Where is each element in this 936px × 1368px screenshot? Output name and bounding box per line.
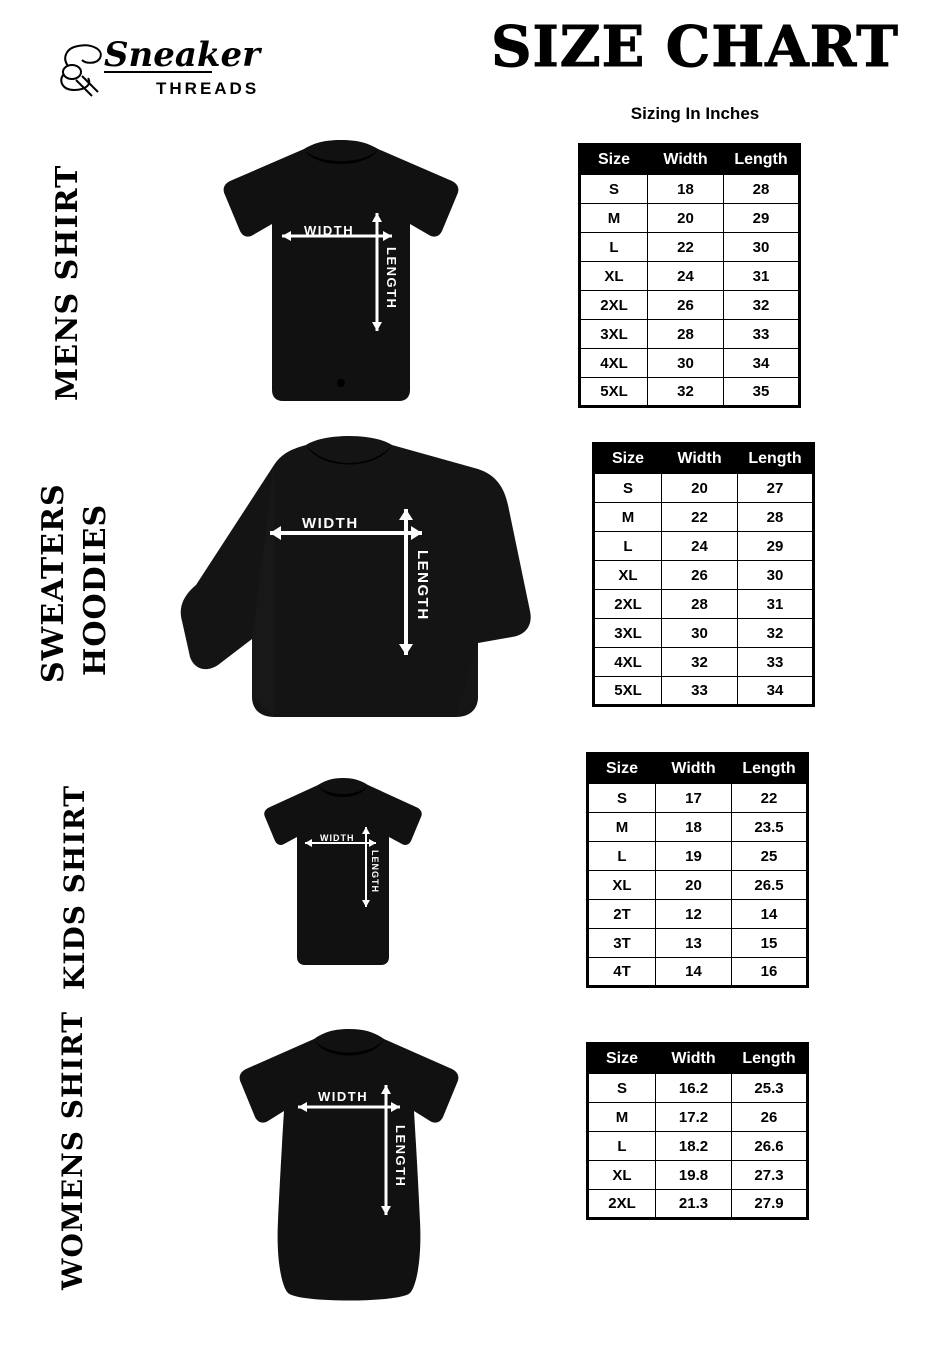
cell-length: 27.3 [732, 1161, 808, 1190]
cell-length: 14 [732, 900, 808, 929]
cell-width: 22 [648, 233, 724, 262]
cell-length: 22 [732, 784, 808, 813]
cell-width: 17 [656, 784, 732, 813]
column-header-width: Width [656, 754, 732, 784]
cell-size: XL [588, 871, 656, 900]
cell-width: 17.2 [656, 1103, 732, 1132]
column-header-length: Length [732, 754, 808, 784]
mens-width-label: WIDTH [304, 223, 355, 238]
mens-length-label: LENGTH [384, 247, 399, 310]
logo-text-primary: Sneaker [104, 35, 261, 75]
table-row [588, 842, 808, 871]
table-row [580, 378, 800, 407]
cell-size: 3XL [594, 619, 662, 648]
column-header-length: Length [732, 1044, 808, 1074]
cell-width: 18.2 [656, 1132, 732, 1161]
cell-length: 33 [724, 320, 800, 349]
table-row [588, 958, 808, 987]
cell-length: 33 [738, 648, 814, 677]
cell-size: L [588, 1132, 656, 1161]
column-header-size: Size [594, 444, 662, 474]
table-row [588, 1103, 808, 1132]
column-header-size: Size [580, 145, 648, 175]
cell-size: 3T [588, 929, 656, 958]
cell-width: 19 [656, 842, 732, 871]
womens-width-label: WIDTH [318, 1089, 369, 1104]
column-header-width: Width [662, 444, 738, 474]
cell-width: 32 [662, 648, 738, 677]
kids-length-label: LENGTH [370, 850, 380, 893]
cell-size: 2XL [594, 590, 662, 619]
column-header-size: Size [588, 754, 656, 784]
cell-width: 33 [662, 677, 738, 706]
cell-size: M [588, 1103, 656, 1132]
table-row [588, 1074, 808, 1103]
cell-length: 28 [724, 175, 800, 204]
cell-length: 29 [738, 532, 814, 561]
table-row [580, 204, 800, 233]
cell-width: 26 [662, 561, 738, 590]
table-row [580, 233, 800, 262]
table-row [594, 503, 814, 532]
cell-size: 4XL [580, 349, 648, 378]
cell-width: 30 [662, 619, 738, 648]
cell-size: XL [594, 561, 662, 590]
cell-length: 26 [732, 1103, 808, 1132]
cell-size: M [588, 813, 656, 842]
size-table-kids-shirt [586, 752, 809, 988]
cell-size: S [588, 784, 656, 813]
cell-width: 19.8 [656, 1161, 732, 1190]
size-table-mens-shirt [578, 143, 801, 408]
mens-tshirt-illustration [196, 135, 486, 415]
table-row [594, 619, 814, 648]
cell-length: 27 [738, 474, 814, 503]
table-header-row [588, 754, 808, 784]
brand-logo [52, 28, 272, 108]
cell-width: 16.2 [656, 1074, 732, 1103]
cell-width: 32 [648, 378, 724, 407]
section-label-hoodies: HOODIES [78, 503, 113, 677]
table-row [594, 474, 814, 503]
table-row [580, 175, 800, 204]
cell-width: 28 [648, 320, 724, 349]
cell-size: M [580, 204, 648, 233]
cell-width: 21.3 [656, 1190, 732, 1219]
cell-size: S [588, 1074, 656, 1103]
page-title: SIZE CHART [491, 14, 899, 80]
table-row [588, 784, 808, 813]
table-row [594, 532, 814, 561]
cell-size: L [594, 532, 662, 561]
table-row [580, 291, 800, 320]
cell-width: 28 [662, 590, 738, 619]
cell-length: 35 [724, 378, 800, 407]
table-row [588, 1161, 808, 1190]
cell-size: M [594, 503, 662, 532]
cell-length: 31 [724, 262, 800, 291]
cell-length: 25 [732, 842, 808, 871]
table-row [594, 677, 814, 706]
cell-width: 20 [662, 474, 738, 503]
sweatshirt-illustration [178, 425, 538, 735]
table-row [580, 262, 800, 291]
cell-length: 25.3 [732, 1074, 808, 1103]
table-header-row [580, 145, 800, 175]
cell-size: 5XL [594, 677, 662, 706]
cell-size: 4XL [594, 648, 662, 677]
table-row [594, 590, 814, 619]
cell-size: S [580, 175, 648, 204]
table-header-row [588, 1044, 808, 1074]
cell-size: 5XL [580, 378, 648, 407]
cell-width: 14 [656, 958, 732, 987]
table-row [588, 871, 808, 900]
table-row [588, 1190, 808, 1219]
cell-length: 32 [724, 291, 800, 320]
cell-size: 2T [588, 900, 656, 929]
cell-size: 2XL [588, 1190, 656, 1219]
column-header-width: Width [648, 145, 724, 175]
table-row [588, 929, 808, 958]
cell-length: 32 [738, 619, 814, 648]
cell-width: 13 [656, 929, 732, 958]
column-header-length: Length [738, 444, 814, 474]
cell-width: 20 [648, 204, 724, 233]
cell-width: 26 [648, 291, 724, 320]
kids-tshirt-illustration [248, 775, 438, 975]
table-row [588, 1132, 808, 1161]
cell-width: 24 [662, 532, 738, 561]
cell-length: 31 [738, 590, 814, 619]
cell-length: 34 [738, 677, 814, 706]
cell-length: 30 [724, 233, 800, 262]
cell-size: S [594, 474, 662, 503]
cell-width: 20 [656, 871, 732, 900]
table-row [588, 900, 808, 929]
cell-length: 27.9 [732, 1190, 808, 1219]
logo-text-secondary: THREADS [156, 79, 260, 98]
cell-length: 26.6 [732, 1132, 808, 1161]
table-row [588, 813, 808, 842]
cell-size: 3XL [580, 320, 648, 349]
table-row [580, 320, 800, 349]
womens-tshirt-illustration [214, 1025, 484, 1310]
section-label-kids-shirt: KIDS SHIRT [58, 784, 91, 990]
cell-size: XL [588, 1161, 656, 1190]
column-header-size: Size [588, 1044, 656, 1074]
cell-width: 12 [656, 900, 732, 929]
cell-length: 16 [732, 958, 808, 987]
cell-length: 29 [724, 204, 800, 233]
cell-length: 23.5 [732, 813, 808, 842]
size-table-sweaters-hoodies [592, 442, 815, 707]
cell-width: 30 [648, 349, 724, 378]
page-subtitle: Sizing In Inches [630, 104, 760, 123]
womens-length-label: LENGTH [393, 1125, 408, 1188]
cell-length: 34 [724, 349, 800, 378]
cell-size: XL [580, 262, 648, 291]
table-row [594, 561, 814, 590]
cell-length: 15 [732, 929, 808, 958]
table-row [580, 349, 800, 378]
cell-width: 18 [656, 813, 732, 842]
section-label-sweaters: SWEATERS [36, 483, 71, 683]
section-label-mens-shirt: MENS SHIRT [50, 164, 85, 401]
cell-size: L [580, 233, 648, 262]
size-table-womens-shirt [586, 1042, 809, 1220]
table-row [594, 648, 814, 677]
cell-width: 18 [648, 175, 724, 204]
sweater-length-label: LENGTH [414, 550, 431, 621]
cell-width: 24 [648, 262, 724, 291]
cell-length: 26.5 [732, 871, 808, 900]
column-header-width: Width [656, 1044, 732, 1074]
sweater-width-label: WIDTH [302, 515, 359, 532]
table-header-row [594, 444, 814, 474]
section-label-womens-shirt: WOMENS SHIRT [56, 1010, 89, 1290]
cell-length: 30 [738, 561, 814, 590]
column-header-length: Length [724, 145, 800, 175]
cell-size: 2XL [580, 291, 648, 320]
cell-size: L [588, 842, 656, 871]
cell-length: 28 [738, 503, 814, 532]
cell-width: 22 [662, 503, 738, 532]
cell-size: 4T [588, 958, 656, 987]
kids-width-label: WIDTH [320, 833, 355, 843]
